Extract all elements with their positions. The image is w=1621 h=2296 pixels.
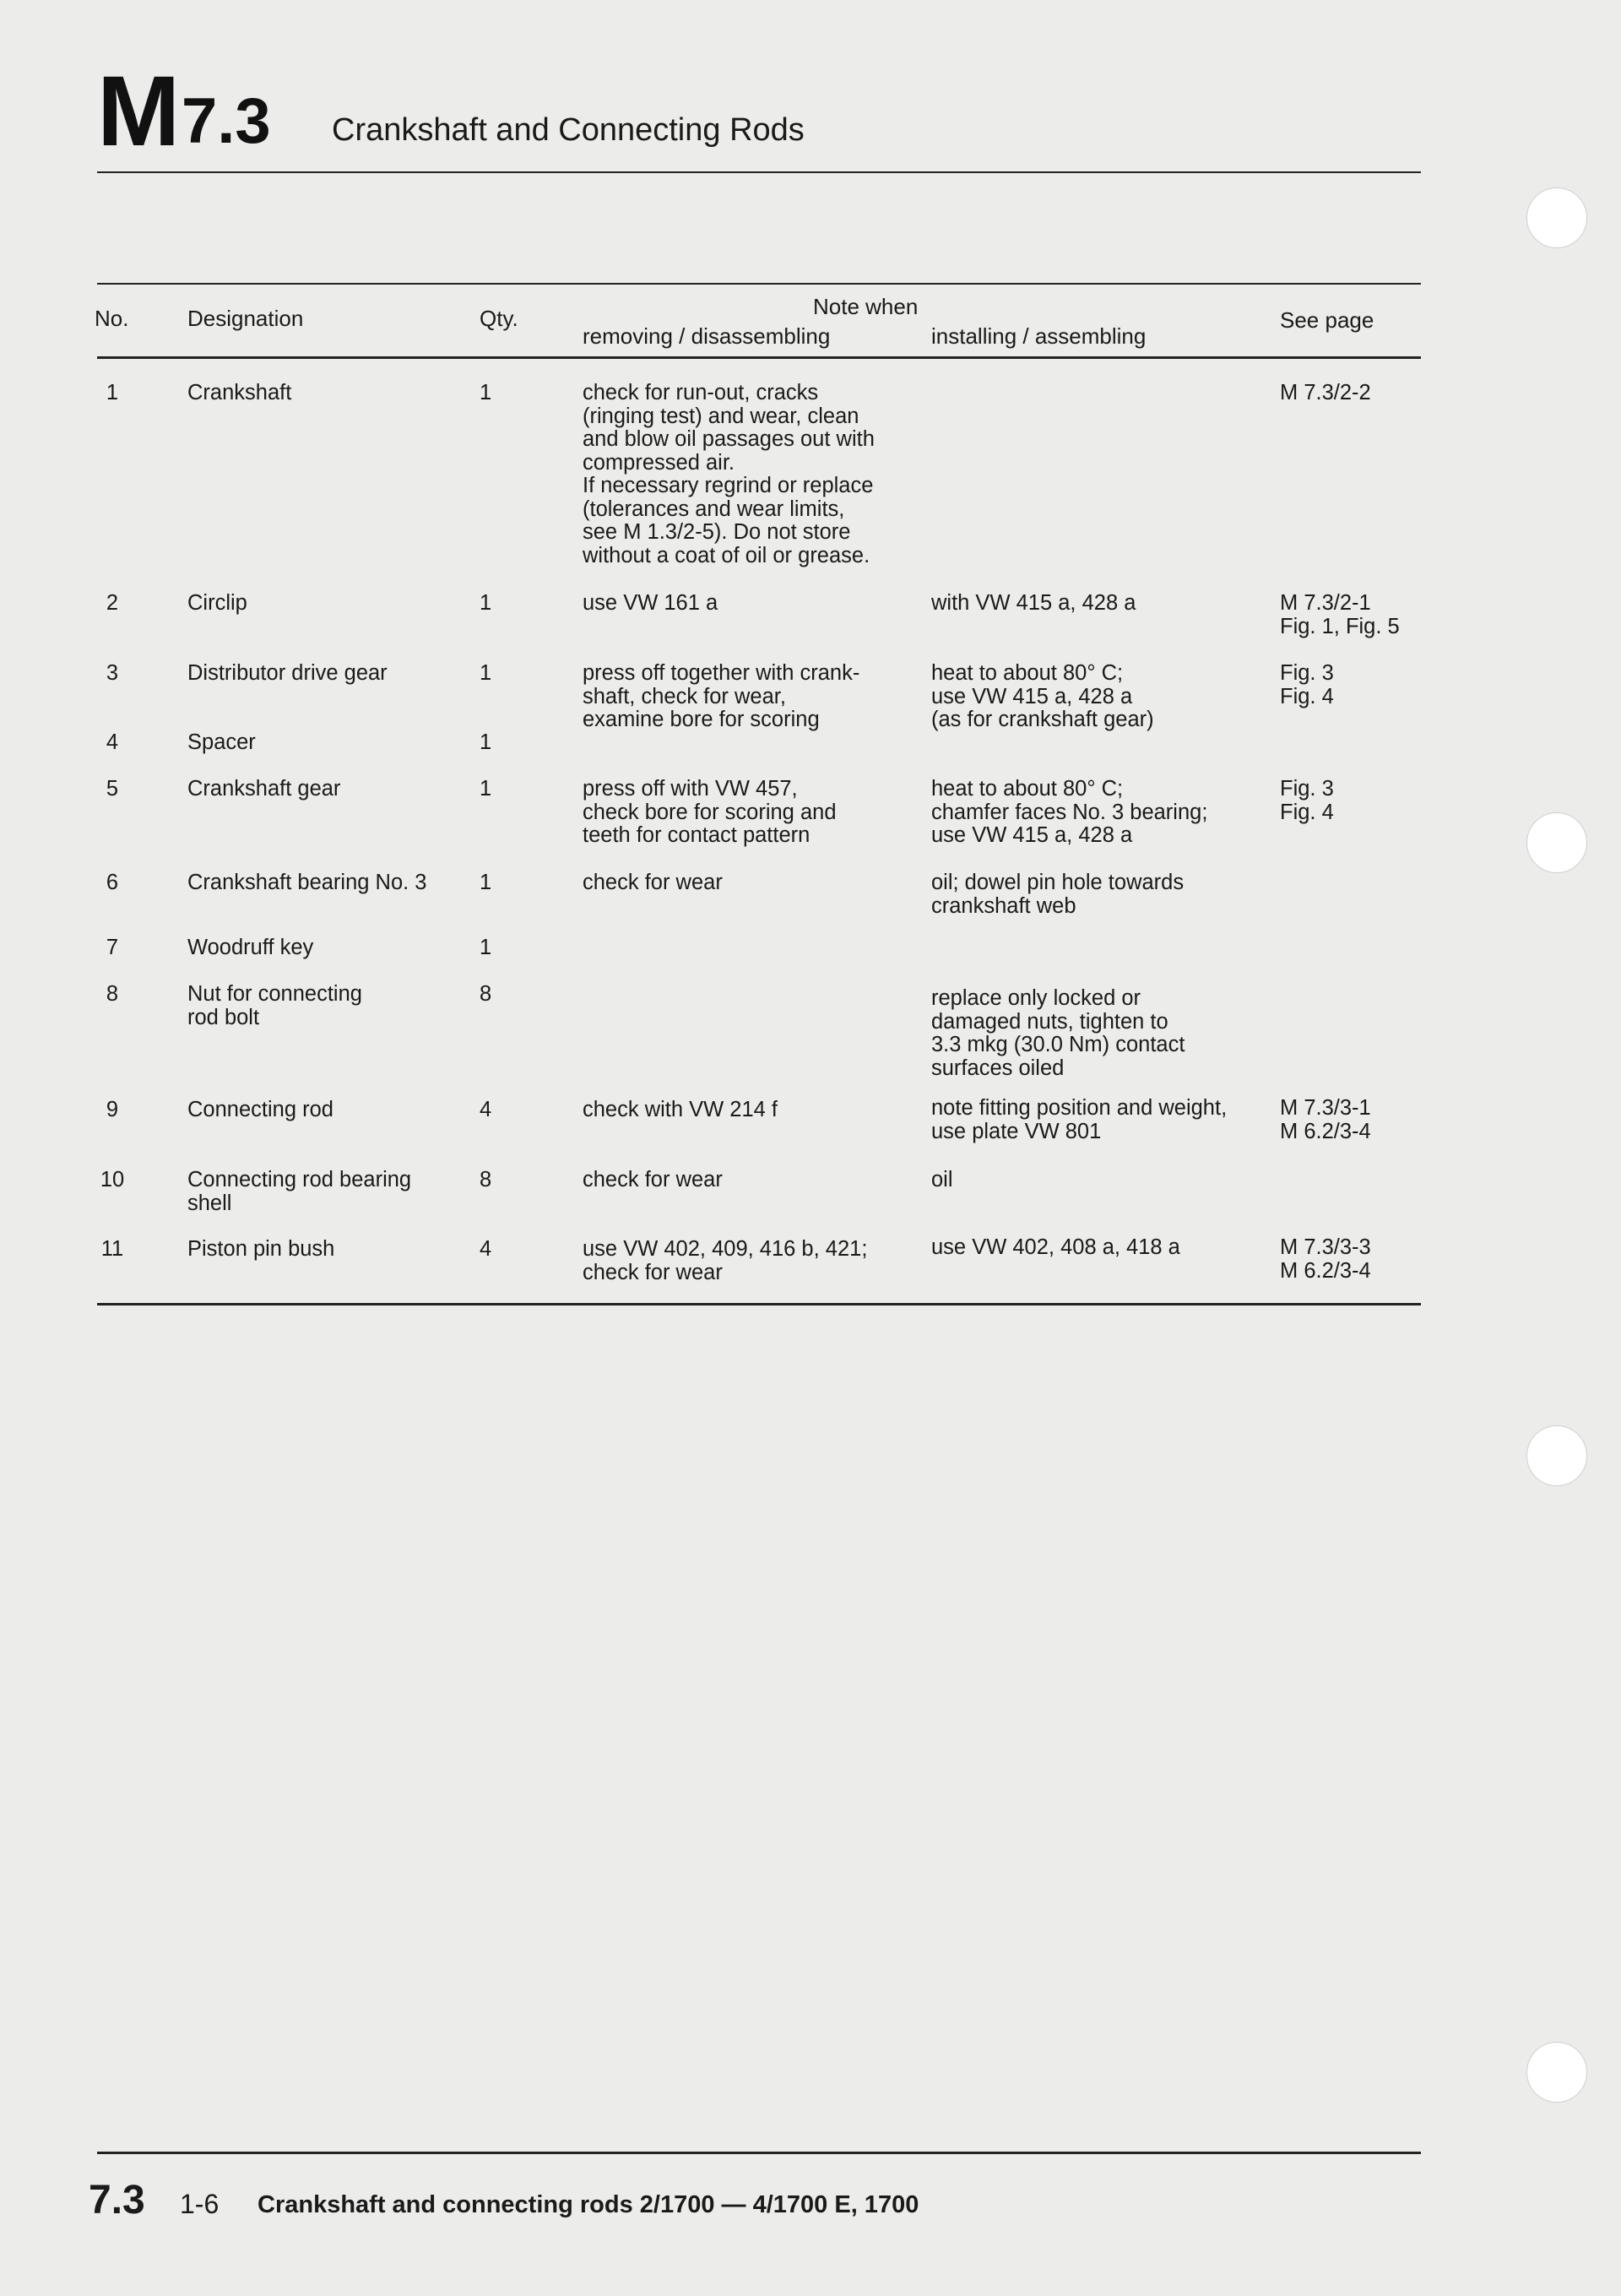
row-qty: 1 (480, 730, 492, 754)
footer-section: 7.3 (89, 2178, 145, 2223)
row-qty: 1 (480, 871, 492, 894)
row-installing-note: heat to about 80° C; use VW 415 a, 428 a (as for crankshaft gear) (931, 661, 1154, 731)
table-bottom-rule (97, 1303, 1421, 1305)
row-installing-note: oil; dowel pin hole towards crankshaft web (931, 871, 1185, 918)
row-removing-note: press off together with crank- shaft, check for wear, examine bore for scoring (583, 661, 860, 731)
header-see-page: See page (1280, 307, 1374, 333)
punch-hole (1526, 2042, 1587, 2103)
row-installing-note: with VW 415 a, 428 a (931, 591, 1136, 615)
row-number: 1 (106, 381, 119, 404)
header-note-when: Note when (813, 294, 919, 319)
row-number: 7 (106, 936, 119, 959)
row-designation: Circlip (187, 591, 247, 615)
page-title: Crankshaft and Connecting Rods (332, 112, 805, 148)
row-number: 6 (106, 871, 119, 894)
header-no: No. (95, 306, 129, 331)
row-designation: Nut for connecting rod bolt (187, 982, 362, 1029)
row-designation: Connecting rod bearing shell (187, 1168, 412, 1215)
row-removing-note: check with VW 214 f (583, 1098, 778, 1121)
row-designation: Crankshaft bearing No. 3 (187, 871, 427, 894)
row-see-page: M 7.3/3-3 M 6.2/3-4 (1280, 1235, 1371, 1283)
row-designation: Piston pin bush (187, 1237, 335, 1261)
footer-title: Crankshaft and connecting rods 2/1700 — 4/1700 E, 1700 (258, 2191, 919, 2218)
footer-page-number: 1-6 (180, 2189, 220, 2219)
row-designation: Woodruff key (187, 936, 314, 959)
punch-hole (1526, 187, 1587, 248)
row-removing-note: use VW 161 a (583, 591, 718, 615)
section-number: 7.3 (182, 85, 271, 157)
row-designation: Crankshaft (187, 381, 292, 404)
page-footer (89, 2177, 1423, 2228)
row-see-page: M 7.3/2-1 Fig. 1, Fig. 5 (1280, 591, 1400, 638)
row-number: 5 (106, 777, 119, 801)
row-number: 2 (106, 591, 119, 615)
row-number: 3 (106, 661, 119, 685)
row-number: 9 (106, 1098, 119, 1121)
row-number: 11 (100, 1237, 124, 1261)
row-number: 10 (100, 1168, 125, 1191)
row-qty: 8 (480, 1168, 492, 1191)
row-designation: Crankshaft gear (187, 777, 341, 801)
row-qty: 1 (480, 936, 492, 959)
row-qty: 1 (480, 777, 492, 801)
row-installing-note: use VW 402, 408 a, 418 a (931, 1235, 1180, 1259)
row-qty: 1 (480, 591, 492, 615)
row-number: 4 (106, 730, 119, 754)
row-removing-note: press off with VW 457, check bore for scoring and teeth for contact pattern (583, 777, 837, 847)
row-installing-note: heat to about 80° C; chamfer faces No. 3 bearing; use VW 415 a, 428 a (931, 777, 1208, 847)
row-qty: 8 (480, 982, 492, 1006)
row-qty: 4 (480, 1237, 492, 1261)
punch-hole (1526, 1425, 1587, 1486)
row-designation: Spacer (187, 730, 256, 754)
row-see-page: Fig. 3 Fig. 4 (1280, 777, 1334, 824)
row-removing-note: check for run-out, cracks (ringing test) and wear, clean and blow oil passages out with compressed air. If necessary regrind or replace (tolerances and wear limits, see M 1.3/2-5). Do not store without a coat of oil or grease. (583, 381, 875, 567)
row-qty: 1 (480, 381, 492, 404)
row-designation: Connecting rod (187, 1098, 333, 1121)
row-number: 8 (106, 982, 119, 1006)
row-qty: 1 (480, 661, 492, 685)
row-designation: Distributor drive gear (187, 661, 388, 685)
row-see-page: M 7.3/3-1 M 6.2/3-4 (1280, 1096, 1371, 1143)
header-installing: installing / assembling (931, 323, 1147, 349)
row-removing-note: check for wear (583, 1168, 723, 1191)
page-header (97, 56, 1423, 167)
header-rule (97, 171, 1421, 173)
row-qty: 4 (480, 1098, 492, 1121)
row-see-page: Fig. 3 Fig. 4 (1280, 661, 1334, 708)
table-header-rule (97, 356, 1421, 359)
row-see-page: M 7.3/2-2 (1280, 381, 1371, 404)
row-removing-note: check for wear (583, 871, 723, 894)
punch-hole (1526, 812, 1587, 873)
chapter-letter: M (97, 56, 179, 167)
header-qty: Qty. (480, 306, 518, 331)
row-installing-note: note fitting position and weight, use plate VW 801 (931, 1096, 1228, 1143)
row-installing-note: oil (931, 1168, 953, 1191)
header-designation: Designation (187, 306, 304, 331)
row-installing-note: replace only locked or damaged nuts, tighten to 3.3 mkg (30.0 Nm) contact surfaces oiled (931, 986, 1185, 1080)
table-top-rule (97, 283, 1421, 285)
header-removing: removing / disassembling (583, 323, 831, 349)
row-removing-note: use VW 402, 409, 416 b, 421; check for wear (583, 1237, 868, 1284)
footer-rule (97, 2152, 1421, 2154)
